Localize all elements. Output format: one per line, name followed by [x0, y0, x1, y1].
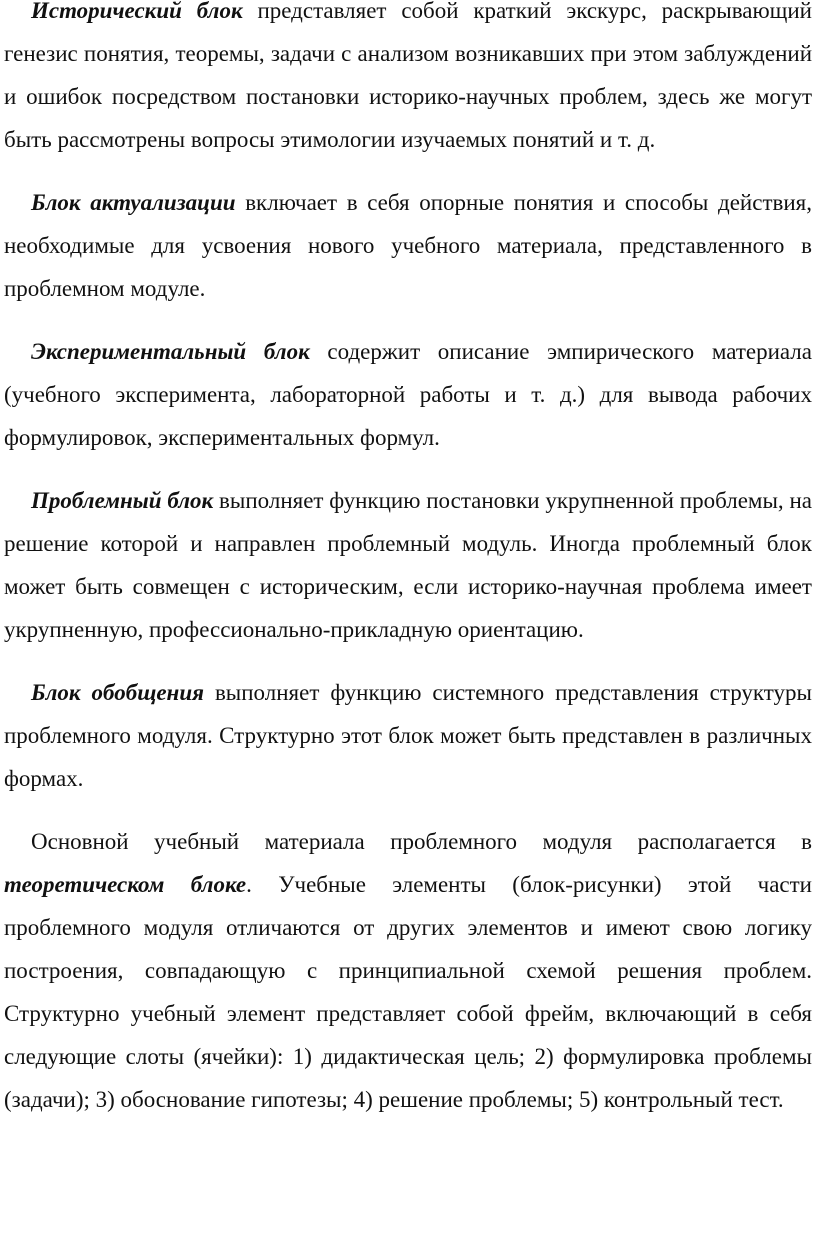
paragraph-text: включает в себя опорные понятия и способы действия, необходимые для усвоения нового учебного материала, представленного в проблемном модуле. [4, 190, 812, 301]
paragraph-experimental-block [4, 330, 812, 459]
term-actualization-block: Блок актуализации [31, 190, 236, 215]
paragraph-theoretical-block [4, 820, 812, 1121]
paragraph-generalization-block [4, 671, 812, 800]
paragraph-text-before: Основной учебный материала проблемного модуля располагается в [31, 829, 812, 854]
term-problem-block: Проблемный блок [31, 488, 214, 513]
paragraph-problem-block [4, 479, 812, 651]
paragraph-text: содержит описание эмпирического материала (учебного эксперимента, лабораторной работы и т. д.) для вывода рабочих формулировок, экспериментальных формул. [4, 339, 812, 450]
paragraph-text: выполняет функцию системного представления структуры проблемного модуля. Структурно этот блок может быть представлен в различных формах. [4, 680, 812, 791]
term-theoretical-block: теоретическом блоке [4, 872, 247, 897]
paragraph-text: выполняет функцию постановки укрупненной проблемы, на решение которой и направлен проблемный модуль. Иногда проблемный блок может быть совмещен с историческим, если историко-научная проблема имеет укрупненную, профессионально-прикладную ориентацию. [4, 488, 813, 642]
paragraph-text: представляет собой краткий экскурс, раскрывающий генезис понятия, теоремы, задачи с анализом возникавших при этом заблуждений и ошибок посредством постановки историко-научных проблем, здесь же могут быть рассмотрены вопросы этимологии изучаемых понятий и т. д. [4, 0, 812, 152]
paragraph-historical-block [4, 0, 812, 161]
paragraph-actualization-block [4, 181, 812, 310]
term-generalization-block: Блок обобщения [31, 680, 204, 705]
paragraph-text: . Учебные элементы (блок-рисунки) этой части проблемного модуля отличаются от других элементов и имеют свою логику построения, совпадающую с принципиальной схемой решения проблем. Структурно учебный элемент представляет собой фрейм, включающий в себя следующие слоты (ячейки): 1) дидактическая цель; 2) формулировка проблемы (задачи); 3) обоснование гипотезы; 4) решение проблемы; 5) контрольный тест. [4, 872, 812, 1112]
term-experimental-block: Экспериментальный блок [31, 339, 310, 364]
term-historical-block: Исторический блок [31, 0, 243, 23]
